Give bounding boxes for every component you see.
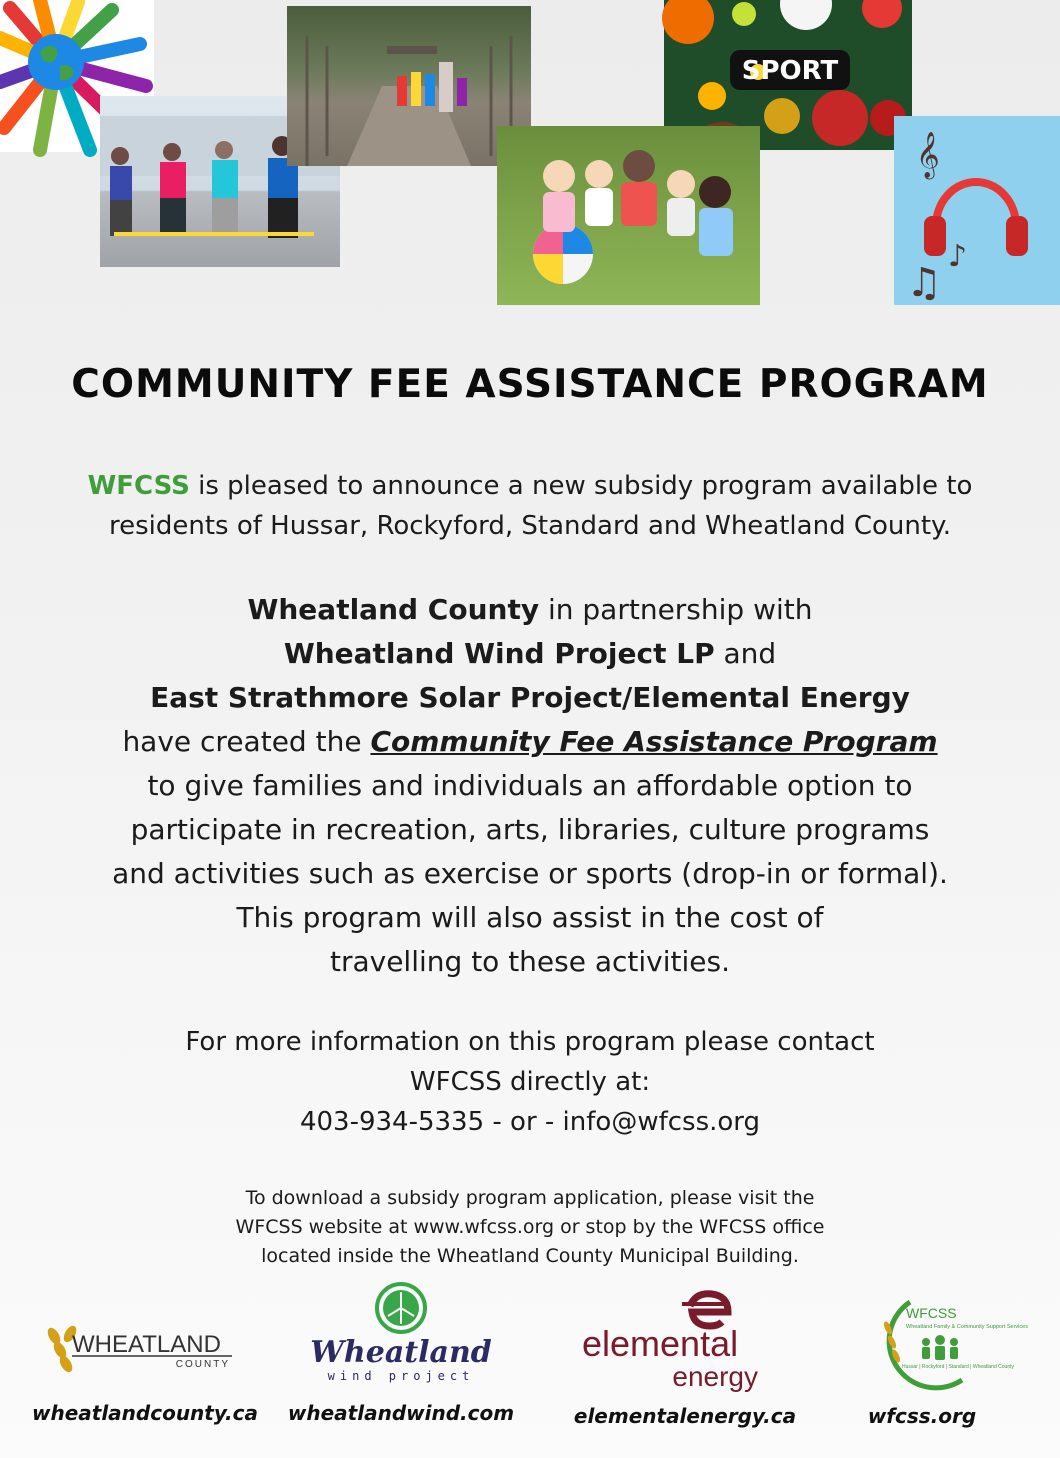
- elemental-logo-text: elemental: [582, 1323, 739, 1364]
- partner-text: and: [714, 637, 777, 670]
- body-line-8: This program will also assist in the cost of: [236, 901, 824, 934]
- contact-line-1: For more information on this program please contact: [185, 1027, 875, 1057]
- intro-line-2: residents of Hussar, Rockyford, Standard and Wheatland County.: [108, 511, 951, 541]
- wfcss-logo-towns: Hussar | Rockyford | Standard | Wheatland County: [902, 1364, 1015, 1370]
- url-wheatland-wind[interactable]: wheatlandwind.com: [287, 1401, 515, 1425]
- elemental-energy-logo: [578, 1290, 768, 1394]
- program-name: Community Fee Assistance Program: [370, 725, 938, 758]
- contact-info: [40, 1022, 1020, 1142]
- partner-wheatland-county: Wheatland County: [247, 593, 540, 626]
- page-title: COMMUNITY FEE ASSISTANCE PROGRAM: [71, 362, 989, 407]
- download-line-1: To download a subsidy program application, please visit the: [245, 1187, 815, 1209]
- partner-line-3: [40, 676, 1020, 720]
- wfcss-logo-text: WFCSS: [906, 1305, 957, 1321]
- wheatland-county-logo-sub: COUNTY: [175, 1359, 230, 1370]
- body-line-6: participate in recreation, arts, libraries, culture programs: [130, 813, 930, 846]
- url-elemental-energy[interactable]: elementalenergy.ca: [573, 1404, 797, 1428]
- partner-wheatland-wind: Wheatland Wind Project LP: [283, 637, 715, 670]
- intro-paragraph: [40, 466, 1020, 546]
- svg-text:𝄞: 𝄞: [916, 132, 940, 178]
- svg-text:♪: ♪: [948, 239, 968, 274]
- partner-line-2: [40, 632, 1020, 676]
- sport-label: SPORT: [741, 56, 839, 86]
- photo-headphones-music: [894, 116, 1060, 305]
- partner-line-1: [40, 588, 1020, 632]
- program-description: [40, 588, 1020, 984]
- elemental-logo-sub: energy: [672, 1361, 758, 1392]
- svg-text:♫: ♫: [906, 260, 942, 306]
- download-info: [150, 1184, 910, 1271]
- intro-line-1: [40, 466, 1020, 506]
- contact-line-3: 403-934-5335 - or - info@wfcss.org: [299, 1107, 761, 1137]
- created-text: have created the: [122, 725, 371, 758]
- org-name: WFCSS: [87, 471, 190, 501]
- body-line-5: to give families and individuals an affordable option to: [147, 769, 913, 802]
- photo-kids-on-grass: [497, 126, 760, 305]
- wheatland-wind-logo-sub: wind project: [327, 1369, 475, 1383]
- wheatland-wind-logo-text: Wheatland: [310, 1335, 492, 1370]
- download-line-3: located inside the Wheatland County Municipal Building.: [261, 1245, 799, 1267]
- contact-line-2: WFCSS directly at:: [409, 1067, 651, 1097]
- wheatland-wind-logo: [306, 1282, 496, 1386]
- body-line-7: and activities such as exercise or sports (drop-in or formal).: [112, 857, 948, 890]
- partner-text: in partnership with: [539, 593, 813, 626]
- intro-text: is pleased to announce a new subsidy program available to: [189, 471, 973, 501]
- body-line-9: travelling to these activities.: [329, 945, 730, 978]
- url-wfcss[interactable]: wfcss.org: [867, 1404, 977, 1428]
- download-line-2: WFCSS website at www.wfcss.org or stop by the WFCSS office: [235, 1216, 825, 1238]
- wfcss-logo-sub: Wheatland Family & Community Support Services: [906, 1324, 1028, 1330]
- created-line: [40, 720, 1020, 764]
- wheatland-county-logo-text: WHEATLAND: [72, 1331, 221, 1358]
- photo-boardwalk-walk: [287, 6, 531, 166]
- url-wheatland-county[interactable]: wheatlandcounty.ca: [31, 1401, 259, 1425]
- partner-elemental: East Strathmore Solar Project/Elemental Energy: [150, 681, 910, 714]
- wheatland-county-logo: [42, 1322, 242, 1382]
- wfcss-logo: [870, 1298, 1028, 1388]
